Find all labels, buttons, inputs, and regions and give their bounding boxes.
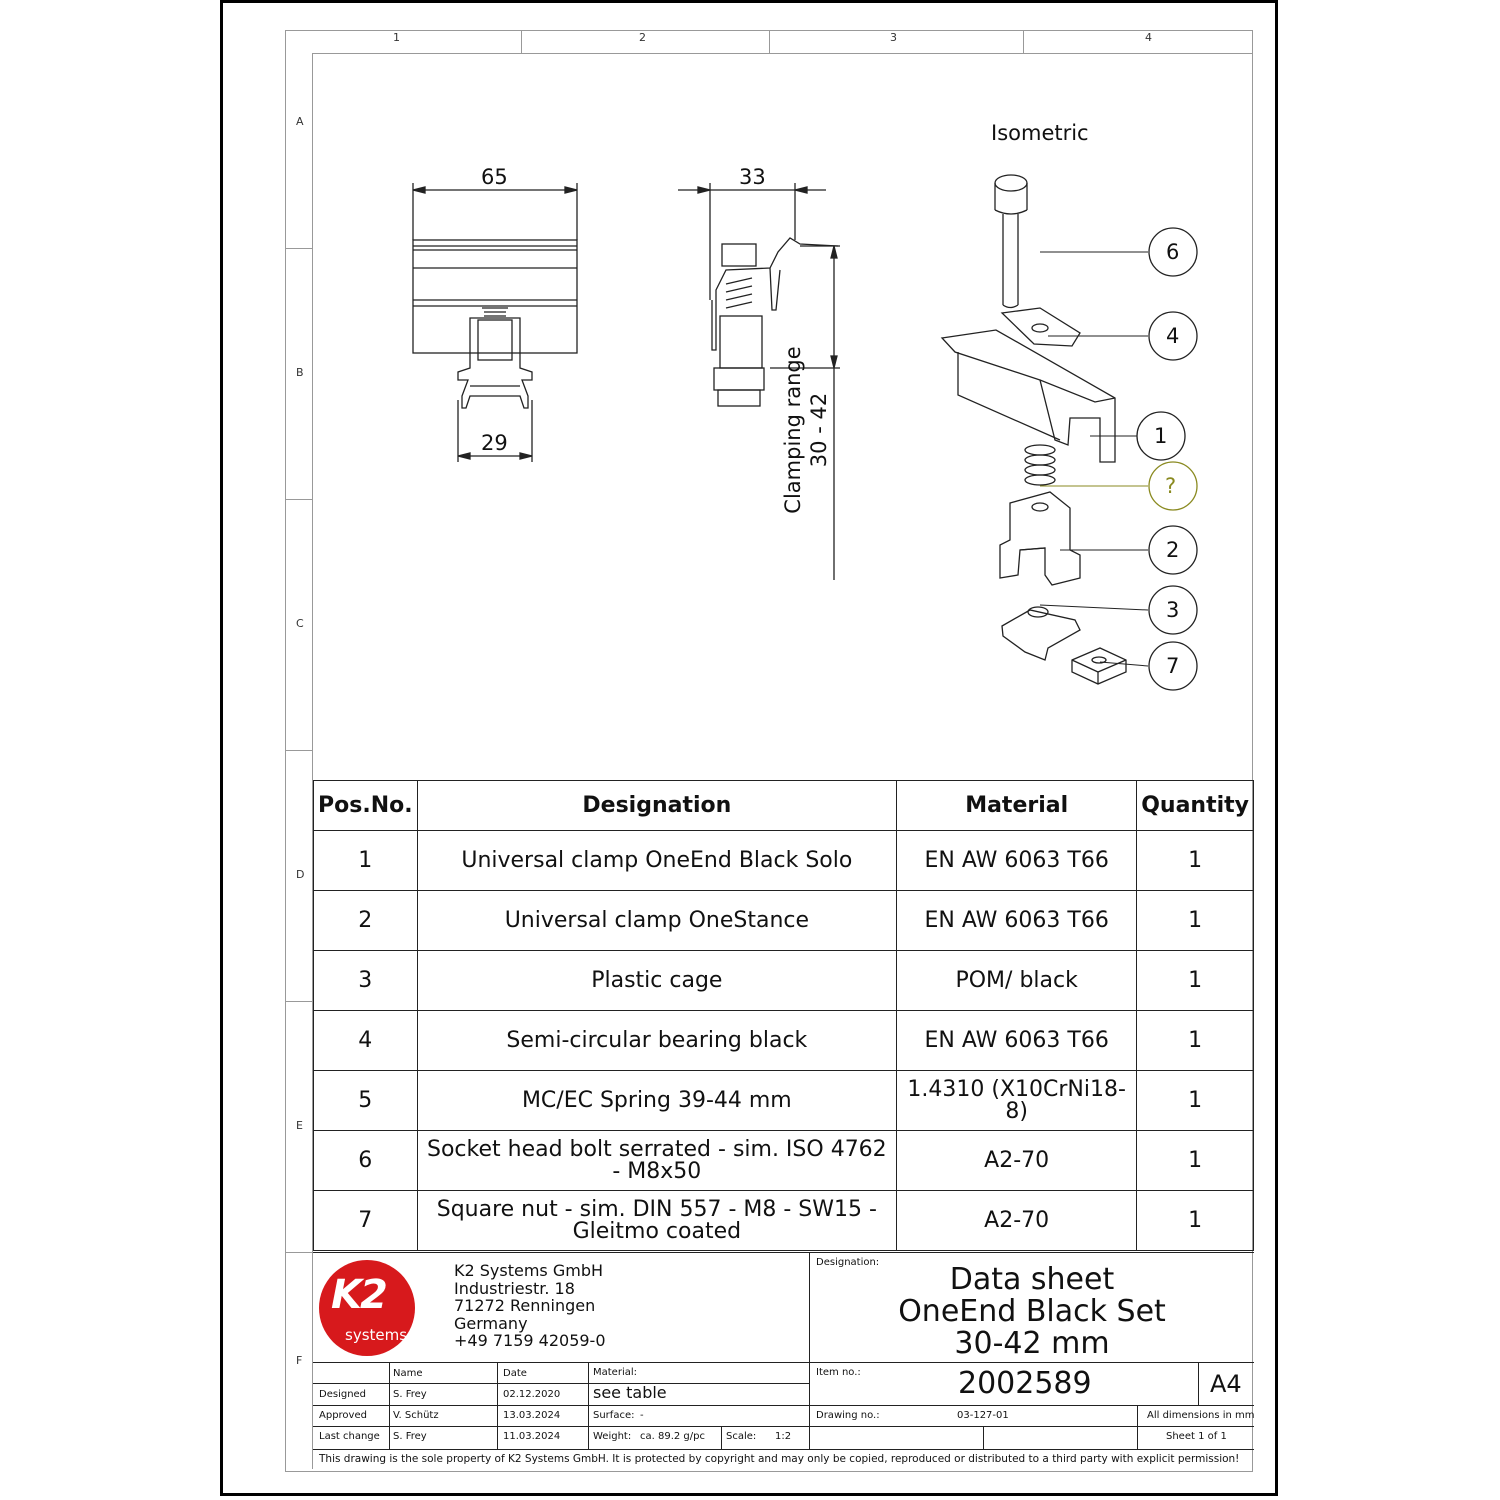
bom-pos: 1 xyxy=(314,831,418,891)
bom-header-pos: Pos.No. xyxy=(314,781,418,831)
balloon-number: 3 xyxy=(1166,598,1180,622)
company-street: Industriestr. 18 xyxy=(454,1278,575,1298)
bom-pos: 6 xyxy=(314,1131,418,1191)
company-name: K2 Systems GmbH xyxy=(454,1261,604,1280)
bom-pos: 3 xyxy=(314,951,418,1011)
bom-designation: Square nut - sim. DIN 557 - M8 - SW15 - Gleitmo coated xyxy=(417,1191,897,1251)
bom-qty: 1 xyxy=(1137,891,1254,951)
balloon-number: 1 xyxy=(1154,424,1168,448)
balloon-number: 4 xyxy=(1166,324,1180,348)
bom-designation: Universal clamp OneEnd Black Solo xyxy=(417,831,897,891)
bill-of-materials xyxy=(313,780,1254,1251)
bom-designation: Universal clamp OneStance xyxy=(417,891,897,951)
bom-material: A2-70 xyxy=(897,1131,1137,1191)
company-address xyxy=(454,1262,606,1350)
bom-header-designation: Designation xyxy=(417,781,897,831)
dim-width-front: 65 xyxy=(481,165,508,189)
weight-label: Weight: xyxy=(593,1431,632,1442)
bom-material: EN AW 6063 T66 xyxy=(897,891,1137,951)
material-value: see table xyxy=(593,1383,667,1402)
bom-qty: 1 xyxy=(1137,1131,1254,1191)
dimensions-note: All dimensions in mm xyxy=(1147,1410,1255,1421)
role-label: Designed xyxy=(319,1389,367,1400)
bom-header-quantity: Quantity xyxy=(1137,781,1254,831)
clamping-range-value: 30 - 42 xyxy=(807,392,831,468)
bom-material: A2-70 xyxy=(897,1191,1137,1251)
table-row xyxy=(314,951,1254,1011)
company-country: Germany xyxy=(454,1313,528,1333)
date-header: Date xyxy=(503,1368,527,1379)
isometric-title: Isometric xyxy=(991,121,1089,145)
title-line: Data sheet xyxy=(949,1262,1115,1297)
clamping-range-title: Clamping range xyxy=(781,346,805,514)
balloon-leaders xyxy=(1040,252,1148,666)
balloon-number: 7 xyxy=(1166,654,1180,678)
title-line: OneEnd Black Set xyxy=(898,1294,1166,1329)
item-no-label: Item no.: xyxy=(816,1367,861,1378)
item-no: 2002589 xyxy=(958,1366,1092,1401)
zone-row-label: D xyxy=(296,868,305,881)
designation-label: Designation: xyxy=(816,1257,880,1268)
title-line: 30-42 mm xyxy=(954,1326,1110,1361)
front-view xyxy=(413,183,577,462)
clamping-range-label xyxy=(780,280,832,580)
surface-value: - xyxy=(640,1410,644,1421)
sheet-format: A4 xyxy=(1210,1370,1242,1398)
table-row xyxy=(314,1131,1254,1191)
table-row xyxy=(314,1011,1254,1071)
material-label: Material: xyxy=(593,1367,637,1378)
balloon-number: ? xyxy=(1165,474,1177,498)
bom-pos: 5 xyxy=(314,1071,418,1131)
title-block xyxy=(313,1252,1254,1470)
person-name: V. Schütz xyxy=(393,1410,439,1421)
bom-designation: Semi-circular bearing black xyxy=(417,1011,897,1071)
bom-designation: Socket head bolt serrated - sim. ISO 4762 - M8x50 xyxy=(417,1131,897,1191)
bom-qty: 1 xyxy=(1137,831,1254,891)
zone-col-label: 3 xyxy=(890,31,897,44)
bom-pos: 2 xyxy=(314,891,418,951)
bom-qty: 1 xyxy=(1137,951,1254,1011)
bom-qty: 1 xyxy=(1137,1011,1254,1071)
table-row xyxy=(314,1191,1254,1251)
drawing-no-label: Drawing no.: xyxy=(816,1410,880,1421)
zone-col-label: 2 xyxy=(639,31,646,44)
person-name: S. Frey xyxy=(393,1431,427,1442)
logo-mark: K2 xyxy=(331,1272,386,1318)
zone-row-label: F xyxy=(296,1354,303,1367)
copyright-notice: This drawing is the sole property of K2 Systems GmbH. It is protected by copyright and may only be copied, reproduced or distributed to a third party with explicit permission! xyxy=(319,1453,1240,1465)
bom-designation: Plastic cage xyxy=(417,951,897,1011)
bom-pos: 4 xyxy=(314,1011,418,1071)
zone-row-label: C xyxy=(296,617,304,630)
drawing-no: 03-127-01 xyxy=(957,1410,1009,1421)
person-name: S. Frey xyxy=(393,1389,427,1400)
dim-width-side: 33 xyxy=(739,165,766,189)
person-date: 13.03.2024 xyxy=(503,1410,561,1421)
company-phone: +49 7159 42059-0 xyxy=(454,1331,606,1350)
drawing-title xyxy=(810,1264,1254,1360)
table-row xyxy=(314,891,1254,951)
bom-header-material: Material xyxy=(897,781,1137,831)
bom-qty: 1 xyxy=(1137,1071,1254,1131)
bom-material: POM/ black xyxy=(897,951,1137,1011)
person-date: 02.12.2020 xyxy=(503,1389,561,1400)
role-label: Last change xyxy=(319,1431,380,1442)
bom-header-row xyxy=(314,781,1254,831)
zone-row-label: A xyxy=(296,115,304,128)
balloon-number: 2 xyxy=(1166,538,1180,562)
role-label: Approved xyxy=(319,1410,367,1421)
scale-label: Scale: xyxy=(726,1431,757,1442)
name-header: Name xyxy=(393,1368,423,1379)
person-date: 11.03.2024 xyxy=(503,1431,561,1442)
bom-designation: MC/EC Spring 39-44 mm xyxy=(417,1071,897,1131)
weight-value: ca. 89.2 g/pc xyxy=(640,1431,705,1442)
zone-row-label: E xyxy=(296,1119,303,1132)
table-row xyxy=(314,1071,1254,1131)
bom-pos: 7 xyxy=(314,1191,418,1251)
table-row xyxy=(314,831,1254,891)
zone-row-label: B xyxy=(296,366,304,379)
bom-material: EN AW 6063 T66 xyxy=(897,1011,1137,1071)
bom-material: EN AW 6063 T66 xyxy=(897,831,1137,891)
bom-qty: 1 xyxy=(1137,1191,1254,1251)
zone-col-label: 4 xyxy=(1145,31,1152,44)
scale-value: 1:2 xyxy=(775,1431,792,1442)
zone-col-label: 1 xyxy=(393,31,400,44)
balloon-number: 6 xyxy=(1166,240,1180,264)
surface-label: Surface: xyxy=(593,1410,635,1421)
sheet-count: Sheet 1 of 1 xyxy=(1166,1431,1227,1442)
company-city: 71272 Renningen xyxy=(454,1296,596,1315)
dim-bottom-front: 29 xyxy=(481,431,508,455)
logo-subtext: systems xyxy=(345,1326,408,1344)
bom-material: 1.4310 (X10CrNi18-8) xyxy=(897,1071,1137,1131)
